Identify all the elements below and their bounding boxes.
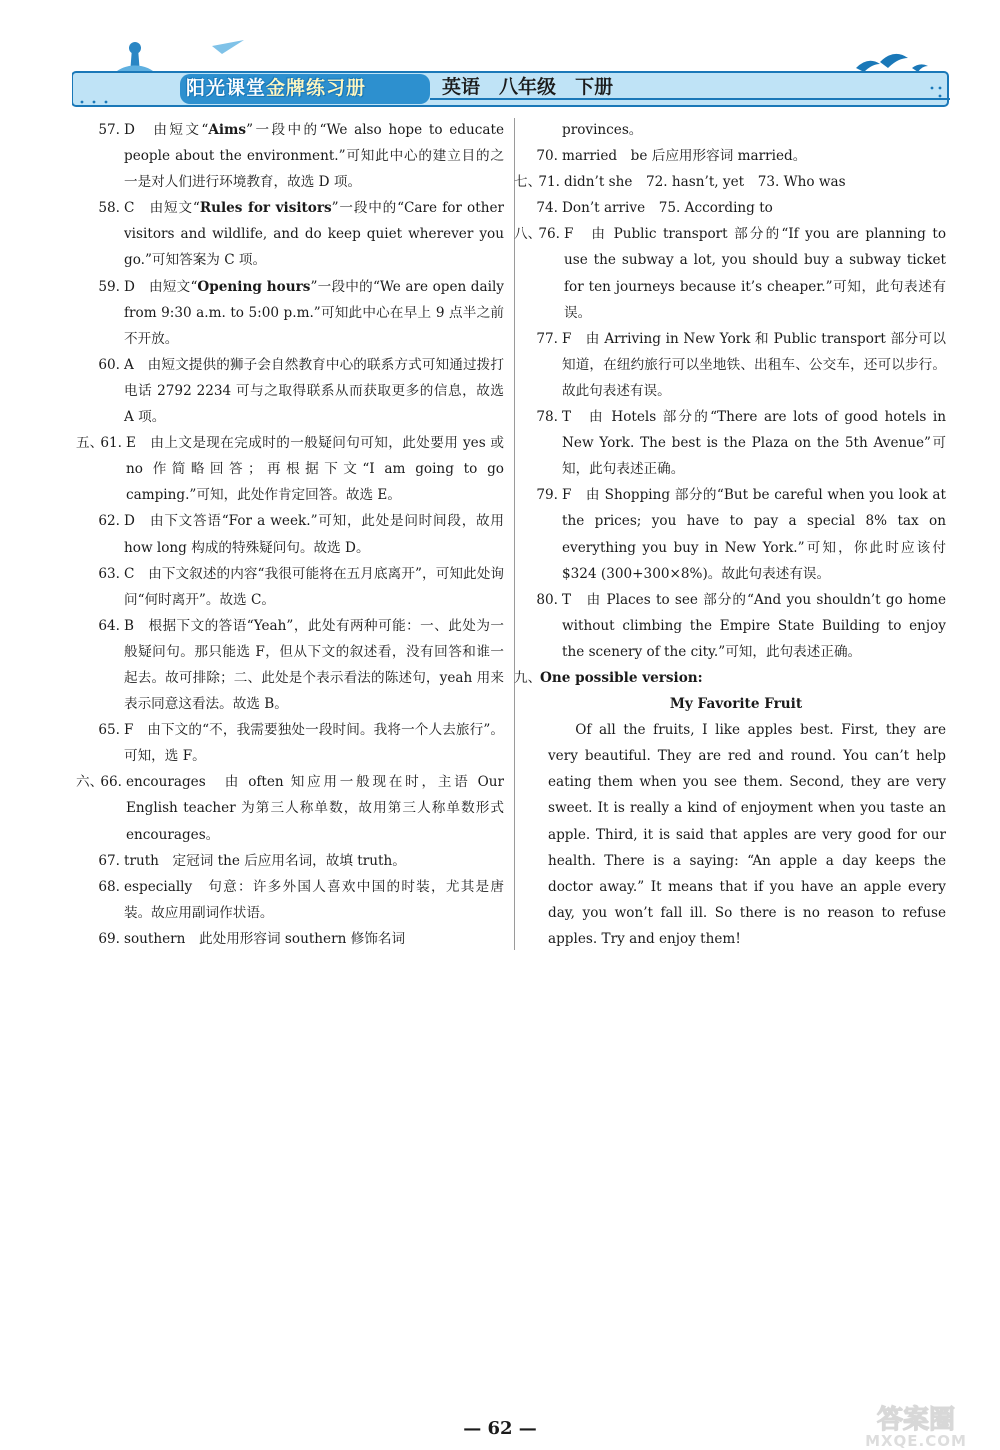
watermark-text: 答案圈 [876,1405,956,1435]
answer-text: F 由 Public transport 部分的“If you are planning to use the subway a lot, you should buy a subway ticket for ten journeys because it’s cheaper.”可知，此句表述有误。 [564,226,946,321]
answer-text: D 由短文“Aims”一段中的“We also hope to educate people about the environment.”可知此中心的建立目的之一是对人们进行环境教育，故选 D 项。 [124,122,504,191]
answer-text: southern 此处用形容词 southern 修饰名词 [124,930,406,947]
answer-text: Don’t arrive 75. According to [562,200,773,217]
answer-number: 74. [536,200,558,217]
answer-text: especially 句意：许多外国人喜欢中国的时装，尤其是唐装。故应用副词作状语。 [124,878,504,921]
essay-heading: One possible version: [540,669,703,686]
answer-text: C 由短文“Rules for visitors”一段中的“Care for other visitors and wildlife, and do keep quiet wherever you go.”可知答案为 C 项。 [124,200,504,269]
answer-number: 58. [98,200,120,217]
answer-number: 68. [98,878,120,895]
answer-number: 59. [98,278,120,295]
answer-item [88,508,504,560]
page-header [0,0,1000,112]
watermark-logo [836,1400,1000,1450]
section-marker: 八、 [514,226,542,243]
answer-item [88,274,504,352]
answer-text: T 由 Hotels 部分的“There are lots of good hotels in New York. The best is the Plaza on the 5th Avenue”可知，此句表述正确。 [562,409,946,478]
essay-title: My Favorite Fruit [669,696,803,713]
page-number: — 62 — [463,1418,537,1439]
answer-number: 66. [100,774,122,791]
answer-number: 57. [98,122,120,138]
answer-item [76,430,504,508]
right-column-answers [514,117,946,665]
answer-item [88,561,504,613]
answer-text: A 由短文提供的狮子会自然教育中心的联系方式可知通过拨打电话 2792 2234 可与之取得联系从而获取更多的信息，故选 A 项。 [124,356,504,426]
birds-icon [856,54,928,72]
answer-text: B 根据下文的答语“Yeah”，此处有两种可能：一、此处为一般疑问句。那只能选 F，但从下文的叙述看，没有回答和谁一起去。故可排除；二、此处是个表示看法的陈述句，yeah 用来表示同意这看法。故选 B。 [124,617,504,713]
answer-number: 61. [100,435,122,452]
section-marker: 九、 [514,669,542,686]
answer-item [88,613,504,717]
grade-label: 八年级 [499,76,557,98]
answer-number: 76. [538,226,560,243]
answer-number: 79. [536,487,558,504]
essay-section [514,665,946,691]
answer-number: 70. [536,148,558,165]
answer-number: 64. [98,617,120,634]
answer-item [88,352,504,430]
answer-item [88,117,504,195]
answer-text: D 由短文“Opening hours”一段中的“We are open daily from 9:30 a.m. to 5:00 p.m.”可知此中心在早上 9 点半之前不开放。 [124,278,504,347]
series-title-part2: 金牌练习册 [266,77,367,99]
answer-item [88,926,504,952]
series-title-part1: 阳光课堂 [186,77,267,99]
answer-number: 71. [538,174,560,191]
answer-number: 77. [536,330,558,347]
answer-text: F 由 Arriving in New York 和 Public transport 部分可以知道，在纽约旅行可以坐地铁、出租车、公交车，还可以步行。故此句表述有误。 [562,330,946,399]
answer-item [88,848,504,874]
answer-text: T 由 Places to see 部分的“And you shouldn’t go home without climbing the Empire State Building to enjoy the scenery of the city.”可知，此句表述正确。 [562,591,946,660]
answer-text: truth 定冠词 the 后应用名词，故填 truth。 [124,852,406,869]
section-marker: 五、 [76,435,104,452]
answer-number: 60. [98,356,120,373]
answer-text: encourages 由 often 知应用一般现在时，主语 Our English teacher 为第三人称单数，故用第三人称单数形式 encourages。 [126,774,504,843]
series-title [186,73,366,103]
answer-item [526,195,946,221]
answer-item [88,874,504,926]
subject-label: 英语 [442,76,481,98]
answer-item [526,404,946,482]
left-column [76,117,504,952]
answer-text: E 由上文是现在完成时的一般疑问句可知，此处要用 yes 或 no 作简略回答；再根据下文“I am going to go camping.”可知，此处作肯定回答。故选 E。 [126,435,504,504]
answer-number: 63. [98,565,120,582]
answer-text: provinces。 [562,122,643,138]
answer-item [526,143,946,169]
answer-number: 67. [98,852,120,869]
answer-item [514,169,946,195]
answer-number: 69. [98,930,120,947]
right-column [514,117,946,952]
answer-item [526,587,946,665]
answer-item [526,482,946,586]
answer-item [88,717,504,769]
answer-text: F 由 Shopping 部分的“But be careful when you look at the prices; you have to pay a special 8% tax on everything you buy in New York.”可知，你此时应该付 $324 (300+300×8%)。故此句表述有误。 [562,487,946,582]
answer-item [526,117,946,143]
answer-item [526,326,946,404]
answer-text: married be 后应用形容词 married。 [562,148,807,165]
volume-label: 下册 [575,76,614,98]
watermark-url: MXQE.COM [865,1432,967,1450]
answer-number: 80. [536,591,558,608]
answer-text: D 由下文答语“For a week.”可知，此处是问时间段，故用 how long 构成的特殊疑问句。故选 D。 [124,513,504,556]
answer-item [76,769,504,847]
section-marker: 七、 [514,174,542,191]
answer-number: 65. [98,722,120,739]
answer-number: 78. [536,409,558,426]
paper-plane-icon [212,40,244,54]
section-marker: 六、 [76,774,104,791]
answer-text: didn’t she 72. hasn’t, yet 73. Who was [564,174,846,191]
subject-grade-volume [442,72,613,102]
answer-item [514,221,946,325]
answer-text: F 由下文的“不，我需要独处一段时间。我将一个人去旅行”。可知，选 F。 [124,722,504,765]
answer-number: 62. [98,513,120,530]
answer-item [88,195,504,273]
essay-body: Of all the fruits, I like apples best. First, they are very beautiful. They are red and round. You can’t help eating them when you see them. Second, they are very sweet. It is really a kind of enjoyment when you taste an apple. Third, it is said that apples are very good for our health. There is a saying: “An apple a day keeps the doctor away.” It means that if you have an apple every day, you won’t fall ill. So there is no reason to refuse apples. Try and enjoy them! [548,722,946,947]
answer-text: C 由下文叙述的内容“我很可能将在五月底离开”，可知此处询问“何时离开”。故选 C。 [124,565,504,608]
